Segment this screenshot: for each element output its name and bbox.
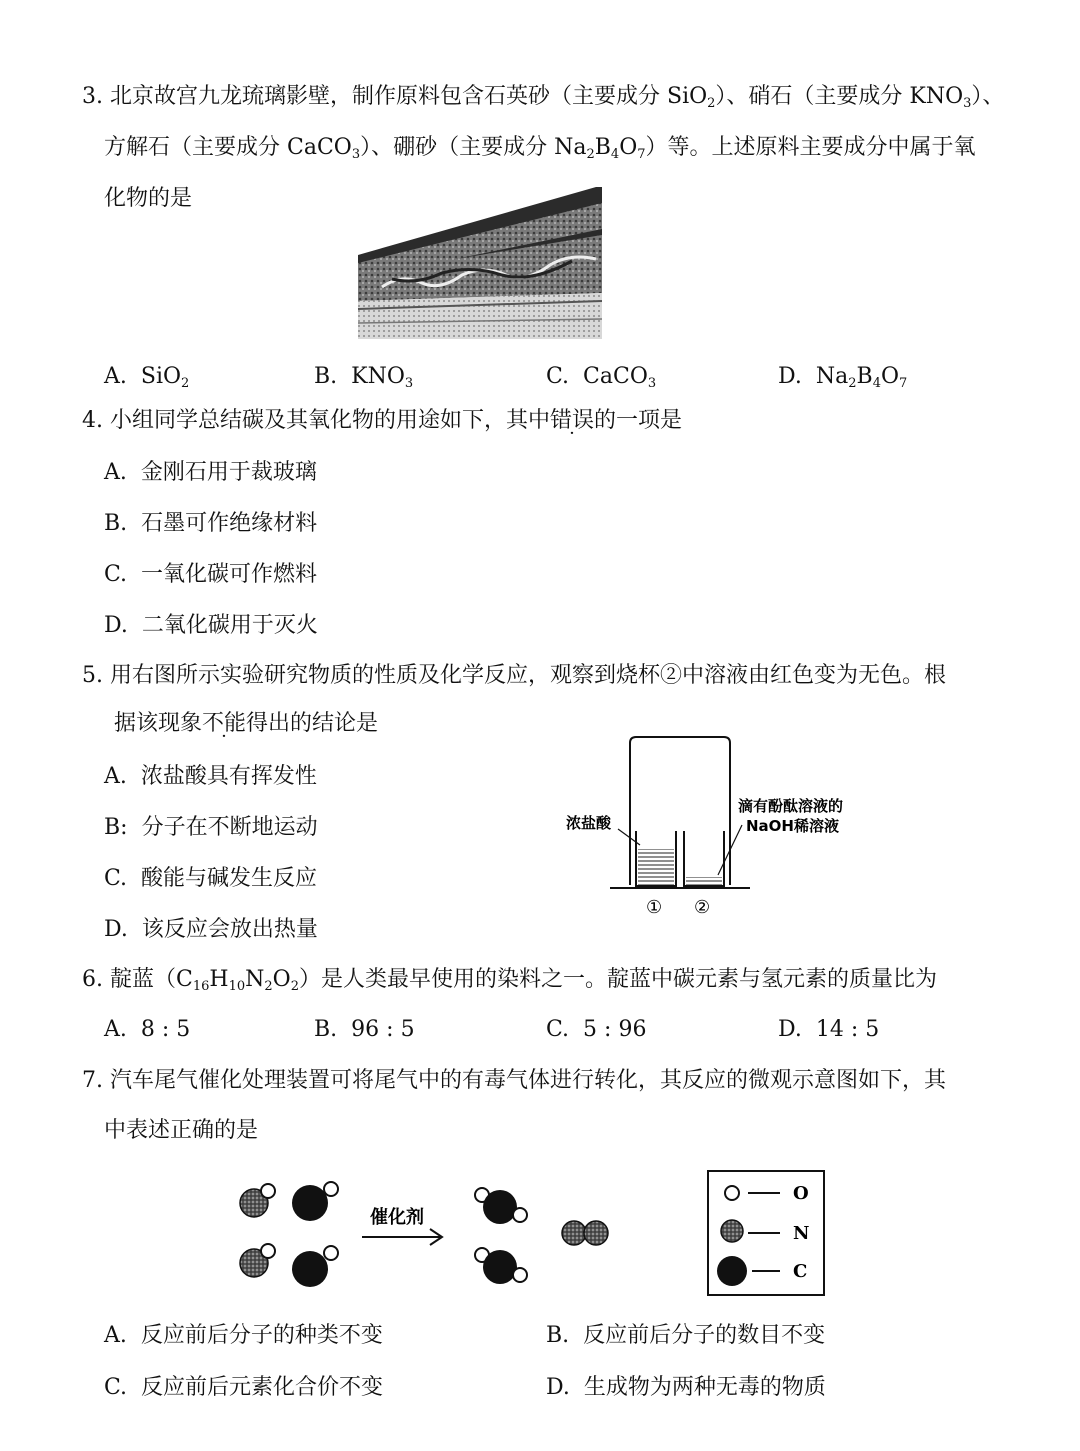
label-conc-hcl: 浓盐酸 [566, 814, 612, 832]
option-text: 生成物为两种无毒的物质 [583, 1375, 826, 1400]
option-text: 反应前后元素化合价不变 [141, 1375, 384, 1400]
q5-text-1: 用右图所示实验研究物质的性质及化学反应，观察到烧杯②中溶液由红色变为无色。根 [110, 663, 947, 688]
q3-option-c[interactable] [546, 362, 656, 392]
option-text: 14 : 5 [815, 1017, 880, 1042]
q6-sub: 2 [290, 979, 299, 994]
option-label: A. [104, 460, 127, 485]
option-text: 浓盐酸具有挥发性 [140, 764, 317, 789]
q7-line-2 [104, 1116, 258, 1146]
q5-option-b[interactable] [104, 813, 318, 843]
q5-option-d[interactable] [104, 915, 318, 945]
q5-text-2a: 据该现象 [114, 711, 203, 736]
q5-line-2 [114, 709, 378, 739]
q3-text-2c: B [594, 135, 611, 160]
co2-molecule-2 [475, 1248, 527, 1284]
option-sub: 3 [404, 376, 414, 391]
q3-option-b[interactable] [314, 362, 413, 392]
option-text: CaCO [583, 364, 648, 389]
option-text: 该反应会放出热量 [141, 917, 318, 942]
option-sub: 3 [647, 376, 657, 391]
option-sub: 7 [899, 376, 908, 391]
co-molecule-1 [292, 1182, 338, 1221]
beaker-2-label: ② [694, 897, 711, 918]
option-label: C. [104, 866, 128, 891]
q3-sub: 2 [586, 147, 595, 162]
q6-sub: 2 [264, 979, 273, 994]
q3-sub: 3 [963, 96, 972, 111]
option-label: C. [546, 1017, 570, 1042]
option-text: KNO [351, 364, 405, 389]
q3-line-2 [104, 133, 976, 163]
option-text: Na [815, 364, 849, 389]
option-label: B. [314, 364, 338, 389]
q3-sub: 7 [637, 147, 646, 162]
option-text: 96 : 5 [351, 1017, 415, 1042]
q6-option-b[interactable] [314, 1015, 415, 1045]
q4-stem-b: 的一项是 [594, 408, 683, 433]
option-text: 二氧化碳用于灭火 [141, 613, 318, 638]
q3-sub: 2 [707, 96, 716, 111]
q4-stem-a: 小组同学总结碳及其氧化物的用途如下，其中 [110, 408, 551, 433]
q3-text-2b: ）、硼砂（主要成分 Na [360, 135, 587, 160]
no-molecule-2 [240, 1244, 275, 1277]
co-molecule-2 [292, 1246, 338, 1287]
legend-carbon-label: C [793, 1261, 808, 1282]
option-label: C. [104, 562, 128, 587]
q6-sub: 16 [192, 979, 210, 994]
q7-text-1: 汽车尾气催化处理装置可将尾气中的有毒气体进行转化，其反应的微观示意图如下，其 [110, 1068, 947, 1093]
q4-number: 4. [82, 408, 103, 433]
q3-number: 3. [82, 84, 103, 109]
q7-option-d[interactable] [546, 1373, 826, 1403]
option-text: 一氧化碳可作燃料 [141, 562, 318, 587]
q6-stem-a: 靛蓝（C [110, 967, 193, 992]
q7-option-a[interactable] [104, 1321, 383, 1351]
q3-text-1a: 北京故宫九龙琉璃影壁，制作原料包含石英砂（主要成分 SiO [110, 84, 708, 109]
q5-number: 5. [82, 663, 103, 688]
option-label: A. [104, 1323, 127, 1348]
q6-stem-o: O [272, 967, 291, 992]
q6-stem-h: H [209, 967, 229, 992]
option-text: 反应前后分子的数目不变 [583, 1323, 826, 1348]
q6-stem-n: N [245, 967, 265, 992]
q3-sub: 3 [351, 147, 361, 162]
option-text: 金刚石用于裁玻璃 [140, 460, 317, 485]
legend-oxygen-label: O [793, 1183, 809, 1204]
q5-option-a[interactable] [104, 762, 317, 792]
q7-option-c[interactable] [104, 1373, 383, 1403]
beaker-2-liquid [686, 877, 722, 885]
option-label: D. [104, 917, 128, 942]
option-sub: 4 [872, 376, 881, 391]
option-text: 8 : 5 [140, 1017, 191, 1042]
beaker-1-liquid [638, 849, 674, 885]
option-label: D. [104, 613, 128, 638]
q7-text-2: 中表述正确的是 [104, 1118, 259, 1143]
q3-line-1 [82, 82, 1004, 112]
option-text: O [880, 364, 900, 389]
q4-option-b[interactable] [104, 509, 317, 539]
option-text: 反应前后分子的种类不变 [140, 1323, 383, 1348]
q6-stem-b: ）是人类最早使用的染料之一。靛蓝中碳元素与氢元素的质量比为 [298, 967, 937, 992]
n2-molecule [562, 1221, 608, 1245]
option-label: D. [778, 1017, 802, 1042]
label-naoh-1: 滴有酚酞溶液的 [738, 797, 844, 815]
co2-molecule-1 [475, 1188, 527, 1224]
option-label: D. [778, 364, 802, 389]
option-text: SiO [140, 364, 182, 389]
label-naoh-2: NaOH稀溶液 [746, 817, 839, 835]
q7-reaction-diagram [228, 1165, 828, 1301]
nine-dragon-wall-photo [352, 183, 604, 339]
option-label: B. [546, 1323, 570, 1348]
q3-text-2a: 方解石（主要成分 CaCO [104, 135, 352, 160]
option-text: 石墨可作绝缘材料 [141, 511, 318, 536]
q3-sub: 4 [610, 147, 620, 162]
option-label: A. [104, 364, 127, 389]
option-label: D. [546, 1375, 570, 1400]
q3-text-3: 化物的是 [104, 186, 193, 211]
q3-text-1c: ）、 [971, 84, 1005, 109]
q7-number: 7. [82, 1068, 103, 1093]
q6-stem [82, 965, 937, 995]
q7-option-b[interactable] [546, 1321, 825, 1351]
q4-emphasis: 错误 [550, 408, 595, 433]
q3-text-2d: O [619, 135, 638, 160]
q3-line-3 [104, 184, 192, 214]
legend-nitrogen-label: N [793, 1223, 810, 1244]
q4-option-c[interactable] [104, 560, 317, 590]
q6-option-d[interactable] [778, 1015, 879, 1045]
no-molecule-1 [240, 1184, 275, 1217]
option-label: B. [314, 1017, 338, 1042]
q4-stem [82, 406, 682, 436]
option-label: C. [104, 1375, 128, 1400]
q5-option-c[interactable] [104, 864, 317, 894]
beaker-1-label: ① [646, 897, 663, 918]
option-label: C. [546, 364, 570, 389]
q3-text-1b: ）、硝石（主要成分 KNO [715, 84, 964, 109]
option-label: A. [104, 764, 127, 789]
q5-emphasis: 不能 [202, 711, 247, 736]
q5-line-1 [82, 661, 946, 691]
q7-line-1 [82, 1066, 946, 1096]
q6-number: 6. [82, 967, 103, 992]
option-text: 分子在不断地运动 [141, 815, 318, 840]
q6-option-a[interactable] [104, 1015, 190, 1045]
option-text: 5 : 96 [583, 1017, 647, 1042]
q3-option-a[interactable] [104, 362, 189, 392]
q4-option-a[interactable] [104, 458, 317, 488]
option-text: B [856, 364, 873, 389]
q3-text-2e: ）等。上述原料主要成分中属于氧 [645, 135, 976, 160]
q6-sub: 10 [228, 979, 246, 994]
option-sub: 2 [848, 376, 857, 391]
option-sub: 2 [181, 376, 190, 391]
q5-apparatus-figure [560, 735, 860, 920]
option-text: 酸能与碱发生反应 [141, 866, 318, 891]
q5-text-2b: 得出的结论是 [246, 711, 379, 736]
option-label: B. [104, 511, 128, 536]
option-label: B: [104, 815, 128, 840]
option-label: A. [104, 1017, 127, 1042]
catalyst-label: 催化剂 [370, 1207, 424, 1228]
q6-option-c[interactable] [546, 1015, 646, 1045]
q4-option-d[interactable] [104, 611, 318, 641]
q3-option-d[interactable] [778, 362, 907, 392]
